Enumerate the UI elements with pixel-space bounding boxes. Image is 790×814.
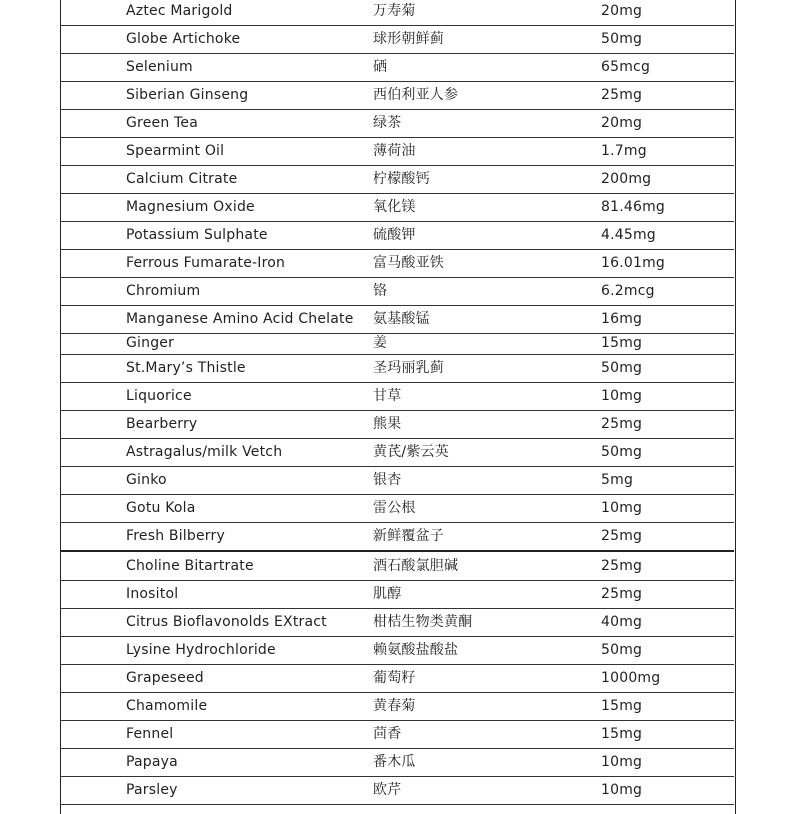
ingredient-name-chinese: 柠檬酸钙 xyxy=(373,171,430,187)
table-row xyxy=(60,355,734,383)
ingredient-name: Grapeseed xyxy=(126,670,204,686)
ingredient-amount: 50mg xyxy=(601,642,643,658)
table-row xyxy=(60,609,734,637)
ingredient-name-chinese: 姜 xyxy=(373,335,388,351)
ingredient-name-chinese: 欧芹 xyxy=(373,782,402,798)
ingredient-amount: 50mg xyxy=(601,444,643,460)
ingredient-amount: 50mg xyxy=(601,31,643,47)
ingredient-name-chinese: 圣玛丽乳蓟 xyxy=(373,360,444,376)
ingredient-name: Lysine Hydrochloride xyxy=(126,642,276,658)
ingredient-amount: 25mg xyxy=(601,528,643,544)
ingredient-name: Fennel xyxy=(126,726,174,742)
ingredient-amount: 6.2mcg xyxy=(601,283,655,299)
ingredient-name-chinese: 雷公根 xyxy=(373,500,416,516)
ingredient-amount: 10mg xyxy=(601,754,643,770)
table-row xyxy=(60,637,734,665)
ingredient-name: Astragalus/milk Vetch xyxy=(126,444,283,460)
ingredient-name-chinese: 熊果 xyxy=(373,416,402,432)
ingredient-amount: 25mg xyxy=(601,87,643,103)
ingredient-name-chinese: 葡萄籽 xyxy=(373,670,416,686)
table-row xyxy=(60,495,734,523)
ingredient-name-chinese: 万寿菊 xyxy=(373,3,416,19)
table-row xyxy=(60,306,734,334)
ingredient-name-chinese: 番木瓜 xyxy=(373,754,416,770)
ingredient-name-chinese: 赖氨酸盐酸盐 xyxy=(373,642,459,658)
ingredient-name: Potassium Sulphate xyxy=(126,227,268,243)
ingredient-name: Ginko xyxy=(126,472,167,488)
ingredient-name: Bearberry xyxy=(126,416,198,432)
table-row xyxy=(60,467,734,495)
table-row xyxy=(60,665,734,693)
ingredient-name-chinese: 黄芪/紫云英 xyxy=(373,444,449,460)
ingredient-amount: 1000mg xyxy=(601,670,661,686)
ingredient-name-chinese: 西伯利亚人参 xyxy=(373,87,459,103)
ingredient-amount: 25mg xyxy=(601,558,643,574)
ingredient-amount: 20mg xyxy=(601,3,643,19)
ingredient-name: Gotu Kola xyxy=(126,500,196,516)
table-row xyxy=(60,411,734,439)
ingredient-name: Inositol xyxy=(126,586,179,602)
table-row xyxy=(60,0,734,26)
ingredient-name: Aztec Marigold xyxy=(126,3,233,19)
ingredient-name: Selenium xyxy=(126,59,193,75)
ingredient-amount: 40mg xyxy=(601,614,643,630)
ingredient-name-chinese: 新鲜覆盆子 xyxy=(373,528,444,544)
table-row xyxy=(60,523,734,552)
table-row xyxy=(60,332,734,355)
ingredient-amount: 15mg xyxy=(601,335,643,351)
ingredient-name: St.Mary’s Thistle xyxy=(126,360,246,376)
ingredient-amount: 65mcg xyxy=(601,59,651,75)
ingredient-name-chinese: 黄春菊 xyxy=(373,698,416,714)
ingredient-amount: 4.45mg xyxy=(601,227,656,243)
table-row xyxy=(60,54,734,82)
ingredient-amount: 1.7mg xyxy=(601,143,647,159)
table-row xyxy=(60,777,734,805)
ingredient-amount: 81.46mg xyxy=(601,199,666,215)
ingredient-amount: 5mg xyxy=(601,472,634,488)
table-row xyxy=(60,383,734,411)
ingredient-name-chinese: 茴香 xyxy=(373,726,402,742)
table-row xyxy=(60,26,734,54)
table-row xyxy=(60,194,734,222)
ingredient-amount: 200mg xyxy=(601,171,652,187)
ingredient-name: Papaya xyxy=(126,754,178,770)
table-row xyxy=(60,278,734,306)
ingredient-amount: 25mg xyxy=(601,416,643,432)
ingredient-name-chinese: 薄荷油 xyxy=(373,143,416,159)
table-row xyxy=(60,553,734,581)
table-row xyxy=(60,138,734,166)
ingredient-name-chinese: 银杏 xyxy=(373,472,402,488)
ingredient-amount: 50mg xyxy=(601,360,643,376)
ingredient-name-chinese: 富马酸亚铁 xyxy=(373,255,444,271)
ingredient-name: Globe Artichoke xyxy=(126,31,241,47)
table-row xyxy=(60,222,734,250)
ingredient-amount: 25mg xyxy=(601,586,643,602)
ingredient-name: Chamomile xyxy=(126,698,208,714)
ingredient-amount: 16mg xyxy=(601,311,643,327)
ingredient-name-chinese: 硫酸钾 xyxy=(373,227,416,243)
table-row xyxy=(60,693,734,721)
ingredient-amount: 10mg xyxy=(601,388,643,404)
ingredient-amount: 16.01mg xyxy=(601,255,666,271)
table-row xyxy=(60,439,734,467)
ingredient-name-chinese: 氨基酸锰 xyxy=(373,311,430,327)
table-row xyxy=(60,749,734,777)
ingredient-name-chinese: 硒 xyxy=(373,59,388,75)
ingredient-name-chinese: 酒石酸氯胆碱 xyxy=(373,558,459,574)
ingredient-name: Choline Bitartrate xyxy=(126,558,254,574)
ingredient-name: Magnesium Oxide xyxy=(126,199,255,215)
table-row xyxy=(60,166,734,194)
table-row xyxy=(60,581,734,609)
ingredient-name-chinese: 绿茶 xyxy=(373,115,402,131)
ingredient-name-chinese: 柑桔生物类黄酮 xyxy=(373,614,473,630)
ingredient-name: Green Tea xyxy=(126,115,199,131)
ingredient-amount: 10mg xyxy=(601,782,643,798)
ingredient-amount: 15mg xyxy=(601,698,643,714)
ingredient-name: Citrus Bioflavonolds EXtract xyxy=(126,614,327,630)
ingredient-name: Manganese Amino Acid Chelate xyxy=(126,311,354,327)
ingredient-name: Spearmint Oil xyxy=(126,143,225,159)
ingredient-amount: 10mg xyxy=(601,500,643,516)
ingredient-name: Parsley xyxy=(126,782,178,798)
ingredient-name-chinese: 甘草 xyxy=(373,388,402,404)
ingredient-name-chinese: 肌醇 xyxy=(373,586,402,602)
ingredient-name: Chromium xyxy=(126,283,201,299)
ingredient-name: Siberian Ginseng xyxy=(126,87,249,103)
ingredient-amount: 15mg xyxy=(601,726,643,742)
ingredient-name: Calcium Citrate xyxy=(126,171,238,187)
table-row xyxy=(60,82,734,110)
ingredient-name: Ferrous Fumarate-Iron xyxy=(126,255,286,271)
ingredient-name: Ginger xyxy=(126,335,175,351)
ingredient-name-chinese: 球形朝鲜蓟 xyxy=(373,31,444,47)
ingredient-name: Liquorice xyxy=(126,388,192,404)
table-row xyxy=(60,250,734,278)
table-row xyxy=(60,110,734,138)
ingredient-name: Fresh Bilberry xyxy=(126,528,225,544)
ingredient-name-chinese: 铬 xyxy=(373,283,388,299)
ingredient-amount: 20mg xyxy=(601,115,643,131)
ingredient-name-chinese: 氧化镁 xyxy=(373,199,416,215)
table-row xyxy=(60,721,734,749)
